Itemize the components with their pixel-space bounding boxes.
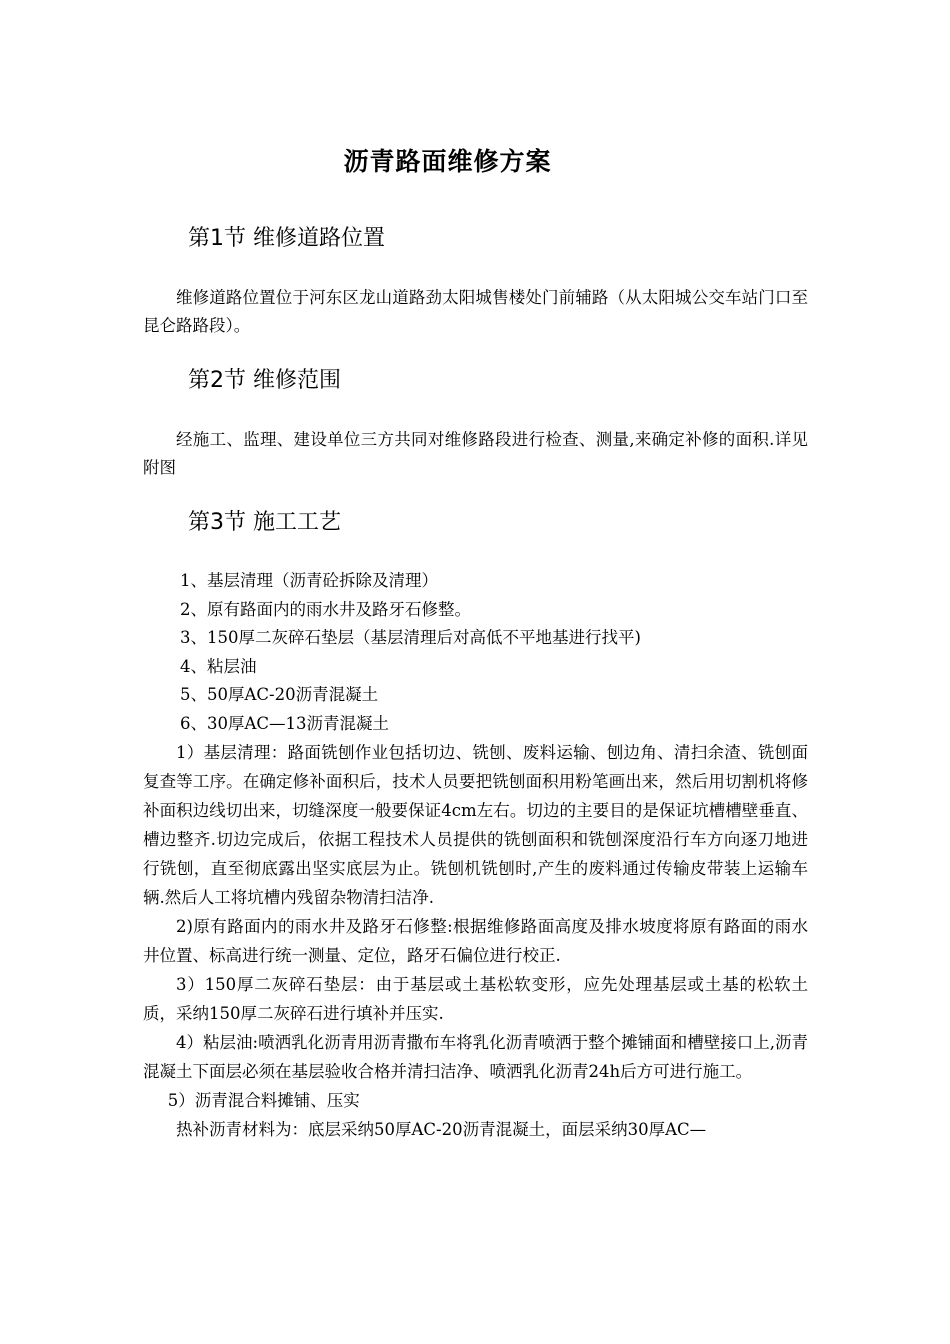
detail-gravel-cushion: 3）150厚二灰碎石垫层：由于基层或土基松软变形，应先处理基层或土基的松软土质，采纳150厚二灰碎石进行填补并压实. [143,975,808,1023]
process-steps-list [180,567,641,738]
process-details [143,738,808,1144]
process-step: 5、50厚AC-20沥青混凝土 [180,685,379,704]
process-step: 1、基层清理（沥青砼拆除及清理） [180,571,438,590]
section-heading-process: 第3节 施工工艺 [188,510,341,535]
section-body-location: 维修道路位置位于河东区龙山道路劲太阳城售楼处门前辅路（从太阳城公交车站门口至昆仑路路段）。 [143,288,808,335]
process-step: 6、30厚AC—13沥青混凝土 [180,713,390,733]
detail-base-cleaning: 1）基层清理：路面铣刨作业包括切边、铣刨、废料运输、刨边角、清扫余渣、铣刨面复查等工序。在确定修补面积后，技术人员要把铣刨面积用粉笔画出来，然后用切割机将修补面积边线切出来，切缝深度一般要保证4cm左右。切边的主要目的是保证坑槽槽壁垂直、槽边整齐.切边完成后，依据工程技术人员提供的铣刨面积和铣刨深度沿行车方向逐刀地进行铣刨，直至彻底露出坚实底层为止。铣刨机铣刨时,产生的废料通过传输皮带装上运输车辆.然后人工将坑槽内残留杂物清扫洁净. [143,743,808,907]
section-heading-location: 第1节 维修道路位置 [188,226,385,251]
section-heading-scope: 第2节 维修范围 [188,368,341,393]
detail-paving-compaction: 5）沥青混合料摊铺、压实 [167,1091,360,1110]
process-step: 3、150厚二灰碎石垫层（基层清理后对高低不平地基进行找平) [180,628,641,647]
process-step: 2、原有路面内的雨水井及路牙石修整。 [180,599,471,619]
section-body-scope: 经施工、监理、建设单位三方共同对维修路段进行检查、测量,来确定补修的面积.详见附图 [143,430,808,477]
detail-drain-curb-repair: 2)原有路面内的雨水井及路牙石修整:根据维修路面高度及排水坡度将原有路面的雨水井位置、标高进行统一测量、定位，路牙石偏位进行校正. [143,917,808,965]
process-step: 4、粘层油 [180,656,257,676]
detail-hot-mix-materials: 热补沥青材料为：底层采纳50厚AC-20沥青混凝土，面层采纳30厚AC— [176,1120,707,1139]
detail-tack-coat: 4）粘层油:喷洒乳化沥青用沥青撒布车将乳化沥青喷洒于整个摊铺面和槽壁接口上,沥青混凝土下面层必须在基层验收合格并清扫洁净、喷洒乳化沥青24h后方可进行施工。 [143,1033,808,1081]
document-title: 沥青路面维修方案 [343,147,552,176]
